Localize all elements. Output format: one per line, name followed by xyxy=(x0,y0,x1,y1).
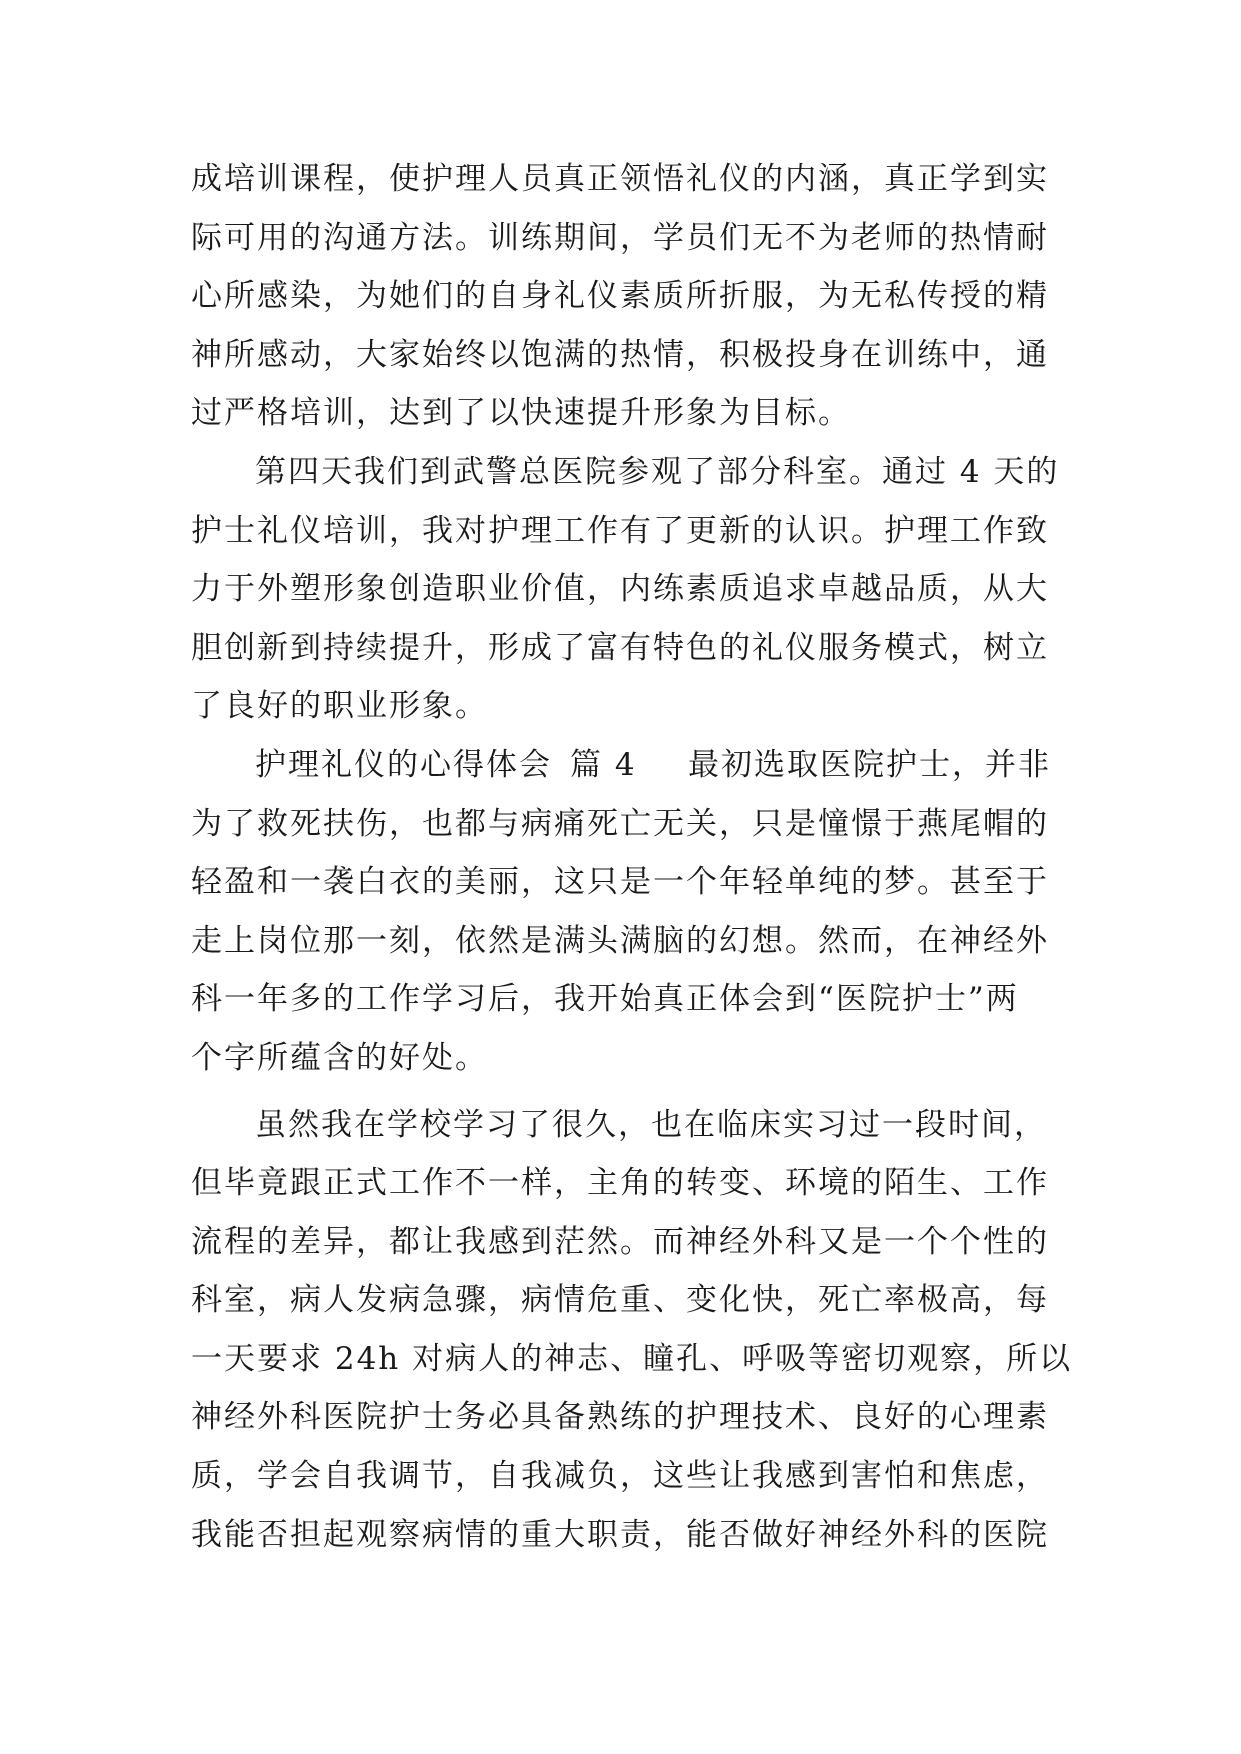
text-line: 质，学会自我调节，自我减负，这些让我感到害怕和焦虑， xyxy=(191,1458,1049,1495)
text-line: 我能否担起观察病情的重大职责，能否做好神经外科的医院 xyxy=(191,1516,1049,1553)
section-first-text: 最初选取医院护士，并非 xyxy=(688,746,1051,783)
text-line: 个字所蕴含的好处。 xyxy=(191,1039,488,1076)
text-line: 流程的差异，都让我感到茫然。而神经外科又是一个个性的 xyxy=(191,1223,1049,1260)
text-line: 一天要求 24h 对病人的神志、瞳孔、呼吸等密切观察，所以 xyxy=(191,1340,1073,1377)
text-line: 走上岗位那一刻，依然是满头满脑的幻想。然而，在神经外 xyxy=(191,922,1049,959)
section-heading-line xyxy=(191,736,1051,795)
paragraph-first-line: 虽然我在学校学习了很久，也在临床实习过一段时间， xyxy=(255,1106,1047,1143)
text-line: 力于外塑形象创造职业价值，内练素质追求卓越品质，从大 xyxy=(191,571,1049,608)
text-line: 护士礼仪培训，我对护理工作有了更新的认识。护理工作致 xyxy=(191,512,1049,549)
text-line: 神所感动，大家始终以饱满的热情，积极投身在训练中，通 xyxy=(191,336,1049,373)
heading-gap xyxy=(637,736,688,795)
text-line: 科室，病人发病急骤，病情危重、变化快，死亡率极高，每 xyxy=(191,1282,1049,1319)
text-line: 成培训课程，使护理人员真正领悟礼仪的内涵，真正学到实 xyxy=(191,161,1049,197)
text-line: 但毕竟跟正式工作不一样，主角的转变、环境的陌生、工作 xyxy=(191,1165,1049,1202)
text-line: 际可用的沟通方法。训练期间，学员们无不为老师的热情耐 xyxy=(191,219,1049,256)
text-line: 神经外科医院护士务必具备熟练的护理技术、良好的心理素 xyxy=(191,1399,1049,1436)
section-number: 篇 4 xyxy=(570,746,637,783)
text-line: 为了救死扶伤，也都与病痛死亡无关，只是憧憬于燕尾帽的 xyxy=(191,805,1049,842)
document-body xyxy=(191,150,1073,1564)
text-line: 胆创新到持续提升，形成了富有特色的礼仪服务模式，树立 xyxy=(191,629,1049,666)
paragraph-first-line: 第四天我们到武警总医院参观了部分科室。通过 4 天的 xyxy=(255,453,1060,490)
text-line: 轻盈和一袭白衣的美丽，这只是一个年轻单纯的梦。甚至于 xyxy=(191,864,1049,901)
text-line: 了良好的职业形象。 xyxy=(191,688,488,725)
text-line: 过严格培训，达到了以快速提升形象为目标。 xyxy=(191,395,851,432)
text-line: 心所感染，为她们的自身礼仪素质所折服，为无私传授的精 xyxy=(191,278,1049,315)
section-title: 护理礼仪的心得体会 xyxy=(255,746,552,783)
text-line: 科一年多的工作学习后，我开始真正体会到“医院护士”两 xyxy=(191,981,1019,1018)
